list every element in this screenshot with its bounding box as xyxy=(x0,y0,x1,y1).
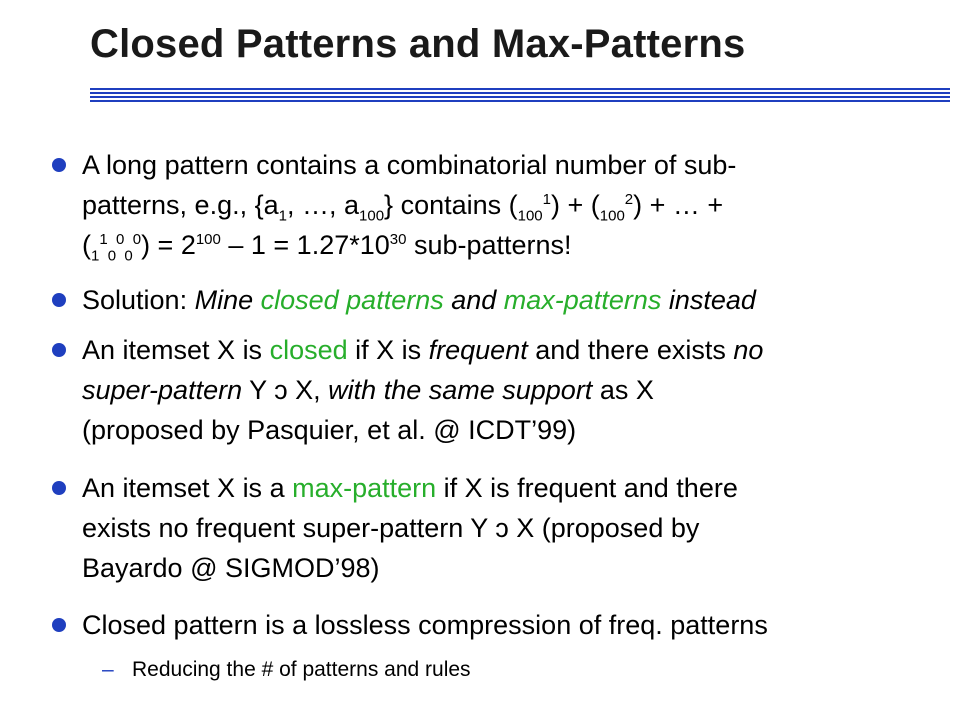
title-underline xyxy=(90,88,950,104)
dash-icon: – xyxy=(102,658,114,681)
bullet-line: (proposed by Pasquier, et al. @ ICDT’99) xyxy=(82,415,577,445)
bullet-combinatorial xyxy=(82,145,902,265)
highlight-term: max-pattern xyxy=(292,473,437,503)
bullet-line: patterns, e.g., {$a_1$, …, $a_{100}$} contains $(_{100}^1) + (_{100}^2)$ + … + xyxy=(82,190,724,225)
superset-symbol: ɔ xyxy=(274,375,288,405)
bullet-line: A long pattern contains a combinatorial number of sub- xyxy=(82,150,737,180)
bullet-line: super-pattern Y ɔ X, with the same support as X xyxy=(82,375,654,405)
highlight-term: closed patterns xyxy=(260,285,444,315)
page-title: Closed Patterns and Max-Patterns xyxy=(90,22,746,66)
highlight-term: closed xyxy=(269,335,348,365)
bullet-line: $(_1^1_0^0_0^0) = 2^{100} - 1 = 1.27*10^{30}$ sub-patterns! xyxy=(82,230,572,265)
bullet-line: Solution: Mine closed patterns and max-patterns instead xyxy=(82,285,756,315)
bullet-dot-icon xyxy=(52,158,66,172)
bullet-dot-icon xyxy=(52,343,66,357)
bullet-solution xyxy=(82,280,902,320)
bullet-lossless xyxy=(82,605,902,645)
bullet-line: exists no frequent super-pattern Y ɔ X (proposed by xyxy=(82,513,700,543)
bullet-dot-icon xyxy=(52,481,66,495)
bullet-line: An itemset X is a max-pattern if X is frequent and there xyxy=(82,473,738,503)
bullet-line: An itemset X is closed if X is frequent and there exists no xyxy=(82,335,764,365)
highlight-term: max-patterns xyxy=(503,285,662,315)
bullet-line: Bayardo @ SIGMOD’98) xyxy=(82,553,380,583)
bullet-dot-icon xyxy=(52,293,66,307)
sub-bullet-reducing: – Reducing the # of patterns and rules xyxy=(132,655,471,685)
bullet-line: Closed pattern is a lossless compression of freq. patterns xyxy=(82,610,768,640)
bullet-max-pattern-definition xyxy=(82,468,902,588)
bullet-closed-definition xyxy=(82,330,902,450)
bullet-dot-icon xyxy=(52,618,66,632)
